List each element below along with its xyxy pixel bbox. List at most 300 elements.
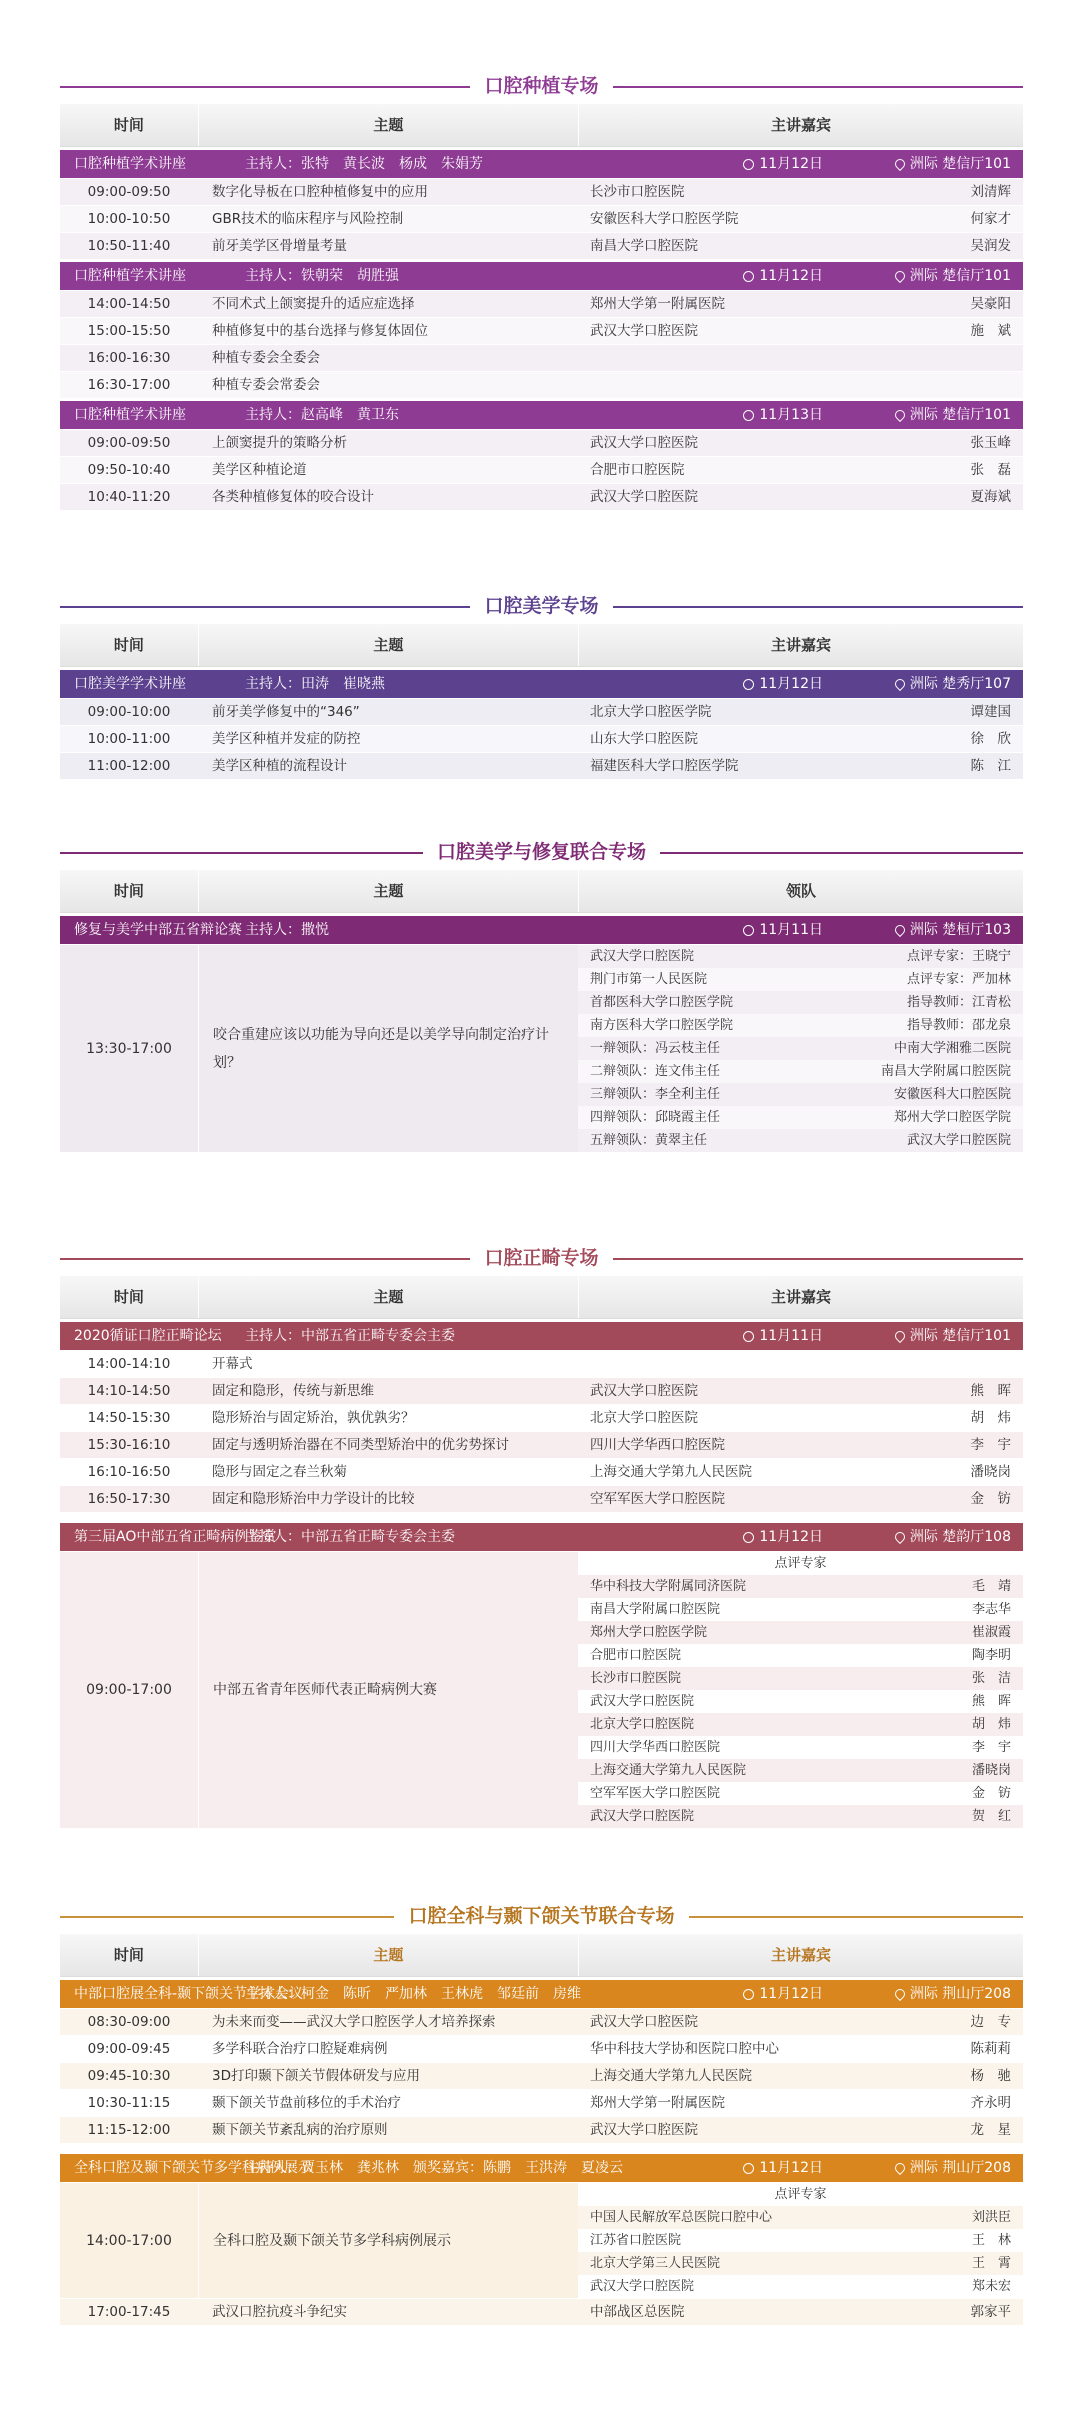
row-speaker-name: 边 专 — [970, 2014, 1011, 2030]
table-row — [60, 726, 1023, 752]
session-host: 主持人：铁朝荣 胡胜强 — [245, 268, 399, 284]
list-item — [578, 945, 1023, 968]
row-speaker — [578, 1351, 1023, 1377]
list-item — [578, 1690, 1023, 1713]
session-body — [60, 670, 1023, 779]
session-body — [60, 150, 1023, 510]
list-item-right: 贺 红 — [971, 1809, 1011, 1824]
row-speaker — [578, 2036, 1023, 2062]
section-title-text: 口腔正畸专场 — [470, 1247, 612, 1269]
section-aesthetics — [60, 588, 1023, 779]
list-item-right: 王 林 — [971, 2233, 1011, 2248]
session-room — [895, 401, 1011, 429]
clock-icon — [743, 1532, 754, 1543]
header-speaker: 主讲嘉宾 — [770, 116, 831, 134]
row-time: 10:30-11:15 — [87, 2095, 171, 2111]
block-time: 09:00-17:00 — [60, 1552, 198, 1828]
list-item-left: 四川大学华西口腔医院 — [590, 1740, 721, 1755]
row-time: 14:00-14:50 — [87, 296, 171, 312]
header-speaker: 主讲嘉宾 — [770, 1946, 831, 1964]
list-item — [578, 1667, 1023, 1690]
row-speaker — [578, 1378, 1023, 1404]
row-time: 14:10-14:50 — [87, 1383, 171, 1399]
section-implant — [60, 68, 1023, 510]
table-row — [60, 2090, 1023, 2116]
session-bar — [60, 1523, 1023, 1551]
list-item-left: 南昌大学附属口腔医院 — [590, 1602, 721, 1617]
row-institution: 武汉大学口腔医院 — [590, 2122, 698, 2138]
spacer — [60, 1512, 1023, 1520]
row-speaker — [578, 345, 1023, 371]
clock-icon — [743, 271, 754, 282]
list-item — [578, 1805, 1023, 1828]
row-speaker — [578, 372, 1023, 398]
clock-icon — [743, 925, 754, 936]
list-item-right: 熊 晖 — [971, 1694, 1011, 1709]
row-topic: 种植专委会常委会 — [212, 377, 320, 393]
row-topic: 美学区种植的流程设计 — [212, 758, 347, 774]
list-item — [578, 1037, 1023, 1060]
list-item — [578, 1759, 1023, 1782]
list-item-right: 张 洁 — [971, 1671, 1011, 1686]
session-room — [895, 916, 1011, 944]
list-item-left: 郑州大学口腔医学院 — [590, 1625, 708, 1640]
row-time: 15:00-15:50 — [87, 323, 171, 339]
row-speaker — [578, 2117, 1023, 2143]
table-row — [60, 179, 1023, 205]
table-row — [60, 345, 1023, 371]
clock-icon — [743, 1989, 754, 2000]
list-item — [578, 1083, 1023, 1106]
session-block — [60, 2183, 1023, 2298]
row-topic: 固定和隐形，传统与新思维 — [212, 1383, 374, 1399]
row-institution: 郑州大学第一附属医院 — [590, 2095, 725, 2111]
table-header — [60, 1276, 1023, 1319]
list-item-right: 崔淑霞 — [971, 1625, 1011, 1640]
list-item-left: 首都医科大学口腔医学院 — [590, 995, 734, 1010]
row-institution: 华中科技大学协和医院口腔中心 — [590, 2041, 779, 2057]
row-speaker — [578, 2090, 1023, 2116]
session-body — [60, 1980, 1023, 2325]
row-institution: 武汉大学口腔医院 — [590, 489, 698, 505]
session-room-text: 洲际 楚信厅101 — [909, 407, 1011, 423]
session-host: 主持人：张特 黄长波 杨成 朱娟芳 — [245, 156, 483, 172]
row-speaker — [578, 726, 1023, 752]
row-speaker — [578, 430, 1023, 456]
clock-icon — [743, 159, 754, 170]
session-body — [60, 1322, 1023, 1828]
row-topic: 种植专委会全委会 — [212, 350, 320, 366]
section-title-text: 口腔全科与颞下颌关节联合专场 — [394, 1905, 688, 1927]
session-room-text: 洲际 楚韵厅108 — [909, 1529, 1011, 1545]
location-pin-icon — [893, 157, 907, 171]
session-title: 口腔种植学术讲座 — [74, 268, 186, 284]
list-item — [578, 1598, 1023, 1621]
list-item — [578, 1014, 1023, 1037]
table-row — [60, 291, 1023, 317]
header-topic: 主题 — [199, 624, 579, 666]
row-speaker — [578, 206, 1023, 232]
list-item-right: 安徽医科大口腔医院 — [893, 1087, 1011, 1102]
row-speaker-name: 潘晓岗 — [970, 1464, 1011, 1480]
section-title — [60, 1240, 1023, 1276]
session-room-text: 洲际 楚信厅101 — [909, 1328, 1011, 1344]
session-date — [743, 1523, 823, 1551]
list-item-left: 江苏省口腔医院 — [590, 2233, 682, 2248]
row-institution: 上海交通大学第九人民医院 — [590, 1464, 752, 1480]
row-topic: 种植修复中的基台选择与修复体固位 — [212, 323, 428, 339]
list-item-left: 上海交通大学第九人民医院 — [590, 1763, 747, 1778]
table-row — [60, 372, 1023, 398]
location-pin-icon — [893, 269, 907, 283]
session-room-text: 洲际 楚桓厅103 — [909, 922, 1011, 938]
section-title — [60, 68, 1023, 104]
row-speaker — [578, 1486, 1023, 1512]
table-row — [60, 2117, 1023, 2143]
row-institution: 北京大学口腔医学院 — [590, 704, 712, 720]
list-item-left: 中国人民解放军总医院口腔中心 — [590, 2210, 773, 2225]
section-orthodontics — [60, 1240, 1023, 1828]
table-row — [60, 2299, 1023, 2325]
list-item-left: 荆门市第一人民医院 — [590, 972, 708, 987]
row-time: 11:00-12:00 — [87, 758, 171, 774]
row-time: 09:45-10:30 — [87, 2068, 171, 2084]
row-topic: 隐形矫治与固定矫治，孰优孰劣？ — [212, 1410, 415, 1426]
session-date-text: 11月11日 — [759, 922, 823, 938]
row-institution: 武汉大学口腔医院 — [590, 2014, 698, 2030]
row-time: 16:10-16:50 — [87, 1464, 171, 1480]
row-topic: 前牙美学修复中的“346” — [212, 704, 360, 720]
session-room — [895, 670, 1011, 698]
table-row — [60, 753, 1023, 779]
row-time: 09:00-09:50 — [87, 184, 171, 200]
row-speaker — [578, 2063, 1023, 2089]
list-item-right: 指导教师：江青松 — [906, 995, 1011, 1010]
session-date-text: 11月12日 — [759, 1986, 823, 2002]
list-item — [578, 2206, 1023, 2229]
session-room — [895, 2154, 1011, 2182]
list-item — [578, 1713, 1023, 1736]
session-date — [743, 1322, 823, 1350]
session-room — [895, 1322, 1011, 1350]
session-date-text: 11月12日 — [759, 268, 823, 284]
row-topic: 美学区种植并发症的防控 — [212, 731, 361, 747]
session-date — [743, 150, 823, 178]
row-speaker — [578, 457, 1023, 483]
table-row — [60, 2009, 1023, 2035]
row-topic: 固定和隐形矫治中力学设计的比较 — [212, 1491, 415, 1507]
session-bar — [60, 1322, 1023, 1350]
row-institution: 中部战区总医院 — [590, 2304, 685, 2320]
location-pin-icon — [893, 2161, 907, 2175]
location-pin-icon — [893, 1530, 907, 1544]
table-row — [60, 699, 1023, 725]
session-date-text: 11月12日 — [759, 2160, 823, 2176]
session-bar — [60, 401, 1023, 429]
row-institution: 空军军医大学口腔医院 — [590, 1491, 725, 1507]
row-topic: 为未来而变——武汉大学口腔医学人才培养探索 — [212, 2014, 496, 2030]
reviewer-label: 点评专家 — [578, 1552, 1023, 1575]
table-row — [60, 1486, 1023, 1512]
row-institution: 北京大学口腔医院 — [590, 1410, 698, 1426]
table-row — [60, 1405, 1023, 1431]
row-time: 16:00-16:30 — [87, 350, 171, 366]
session-block — [60, 1552, 1023, 1828]
session-date — [743, 401, 823, 429]
row-speaker-name: 谭建国 — [970, 704, 1011, 720]
list-item-right: 金 钫 — [971, 1786, 1011, 1801]
row-time: 09:00-10:00 — [87, 704, 171, 720]
session-host: 主持人：赵高峰 黄卫东 — [245, 407, 399, 423]
session-host: 主持人：中部五省正畸专委会主委 — [245, 1328, 455, 1344]
list-item-left: 五辩领队：黄翠主任 — [590, 1133, 708, 1148]
row-speaker-name: 何家才 — [970, 211, 1011, 227]
row-topic: 不同术式上颌窦提升的适应症选择 — [212, 296, 415, 312]
list-item-left: 北京大学第三人民医院 — [590, 2256, 721, 2271]
row-institution: 上海交通大学第九人民医院 — [590, 2068, 752, 2084]
row-institution: 南昌大学口腔医院 — [590, 238, 698, 254]
row-speaker — [578, 318, 1023, 344]
table-row — [60, 1432, 1023, 1458]
row-speaker — [578, 233, 1023, 259]
section-title-text: 口腔种植专场 — [470, 75, 612, 97]
row-topic: 前牙美学区骨增量考量 — [212, 238, 347, 254]
session-date — [743, 262, 823, 290]
table-row — [60, 1459, 1023, 1485]
clock-icon — [743, 410, 754, 421]
session-date-text: 11月12日 — [759, 1529, 823, 1545]
row-institution: 武汉大学口腔医院 — [590, 435, 698, 451]
list-item-left: 武汉大学口腔医院 — [590, 1809, 695, 1824]
row-topic: GBR技术的临床程序与风险控制 — [212, 211, 404, 227]
row-time: 08:30-09:00 — [87, 2014, 171, 2030]
row-topic: 武汉口腔抗疫斗争纪实 — [212, 2304, 347, 2320]
list-item-left: 合肥市口腔医院 — [590, 1648, 682, 1663]
block-time: 13:30-17:00 — [60, 945, 198, 1152]
session-title: 中部口腔展全科-颞下颌关节学术会议 — [74, 1986, 304, 2002]
spacer — [60, 2143, 1023, 2151]
session-bar — [60, 150, 1023, 178]
row-topic: 隐形与固定之春兰秋菊 — [212, 1464, 347, 1480]
list-item-left: 北京大学口腔医院 — [590, 1717, 695, 1732]
list-item-right: 中南大学湘雅二医院 — [893, 1041, 1011, 1056]
row-speaker — [578, 179, 1023, 205]
row-speaker-name: 龙 星 — [970, 2122, 1011, 2138]
block-list — [578, 1552, 1023, 1828]
row-topic: 开幕式 — [212, 1356, 253, 1372]
list-item — [578, 1060, 1023, 1083]
session-host: 主持人：中部五省正畸专委会主委 — [245, 1529, 455, 1545]
row-institution: 山东大学口腔医院 — [590, 731, 698, 747]
block-topic: 咬合重建应该以功能为导向还是以美学导向制定治疗计划？ — [198, 945, 578, 1152]
row-topic: 多学科联合治疗口腔疑难病例 — [212, 2041, 388, 2057]
reviewer-label: 点评专家 — [578, 2183, 1023, 2206]
row-speaker — [578, 2299, 1023, 2325]
session-title: 第三届AO中部五省正畸病例鉴赏 — [74, 1529, 277, 1545]
row-speaker — [578, 484, 1023, 510]
session-date — [743, 670, 823, 698]
header-speaker: 主讲嘉宾 — [770, 636, 831, 654]
list-item-left: 二辩领队：连文伟主任 — [590, 1064, 721, 1079]
row-speaker-name: 刘清辉 — [970, 184, 1011, 200]
row-speaker-name: 齐永明 — [970, 2095, 1011, 2111]
list-item — [578, 2275, 1023, 2298]
row-topic: 各类种植修复体的咬合设计 — [212, 489, 374, 505]
row-speaker-name: 杨 驰 — [970, 2068, 1011, 2084]
row-topic: 颞下颌关节紊乱病的治疗原则 — [212, 2122, 388, 2138]
session-title: 口腔美学学术讲座 — [74, 676, 186, 692]
row-time: 14:00-14:10 — [87, 1356, 171, 1372]
row-topic: 颞下颌关节盘前移位的手术治疗 — [212, 2095, 401, 2111]
table-header — [60, 104, 1023, 147]
row-speaker — [578, 753, 1023, 779]
list-item-right: 王 霄 — [971, 2256, 1011, 2271]
row-topic: 上颌窦提升的策略分析 — [212, 435, 347, 451]
row-speaker — [578, 1432, 1023, 1458]
session-date-text: 11月11日 — [759, 1328, 823, 1344]
session-bar — [60, 1980, 1023, 2008]
session-room — [895, 262, 1011, 290]
row-speaker-name: 李 宇 — [970, 1437, 1011, 1453]
clock-icon — [743, 2163, 754, 2174]
session-bar — [60, 262, 1023, 290]
session-date — [743, 2154, 823, 2182]
block-time: 14:00-17:00 — [60, 2183, 198, 2298]
row-speaker-name: 夏海斌 — [970, 489, 1011, 505]
list-item-left: 三辩领队：李全利主任 — [590, 1087, 721, 1102]
session-room-text: 洲际 荆山厅208 — [909, 2160, 1011, 2176]
list-item — [578, 2229, 1023, 2252]
row-time: 09:50-10:40 — [87, 462, 171, 478]
section-title — [60, 588, 1023, 624]
row-institution: 安徽医科大学口腔医学院 — [590, 211, 739, 227]
row-speaker — [578, 2009, 1023, 2035]
row-time: 11:15-12:00 — [87, 2122, 171, 2138]
list-item-right: 点评专家：王晓宁 — [906, 949, 1011, 964]
block-list — [578, 2183, 1023, 2298]
list-item-right: 武汉大学口腔医院 — [906, 1133, 1011, 1148]
row-speaker — [578, 699, 1023, 725]
list-item-left: 武汉大学口腔医院 — [590, 1694, 695, 1709]
list-item-right: 李志华 — [971, 1602, 1011, 1617]
session-room-text: 洲际 楚秀厅107 — [909, 676, 1011, 692]
row-speaker-name: 陈莉莉 — [970, 2041, 1011, 2057]
list-item-right: 毛 靖 — [971, 1579, 1011, 1594]
row-speaker-name: 陈 江 — [970, 758, 1011, 774]
row-institution: 郑州大学第一附属医院 — [590, 296, 725, 312]
row-time: 17:00-17:45 — [87, 2304, 171, 2320]
header-time: 时间 — [60, 624, 199, 666]
session-host: 主持人：田涛 崔晓燕 — [245, 676, 385, 692]
list-item-left: 南方医科大学口腔医学院 — [590, 1018, 734, 1033]
list-item-left: 武汉大学口腔医院 — [590, 2279, 695, 2294]
row-institution: 武汉大学口腔医院 — [590, 323, 698, 339]
row-institution: 四川大学华西口腔医院 — [590, 1437, 725, 1453]
row-institution: 合肥市口腔医院 — [590, 462, 685, 478]
session-body — [60, 916, 1023, 1152]
location-pin-icon — [893, 677, 907, 691]
row-time: 10:00-10:50 — [87, 211, 171, 227]
session-room-text: 洲际 荆山厅208 — [909, 1986, 1011, 2002]
session-title: 口腔种植学术讲座 — [74, 407, 186, 423]
list-item-right: 潘晓岗 — [971, 1763, 1011, 1778]
header-topic: 主题 — [199, 1276, 579, 1318]
table-header — [60, 870, 1023, 913]
row-speaker-name: 施 斌 — [970, 323, 1011, 339]
section-title-text: 口腔美学与修复联合专场 — [423, 841, 660, 863]
header-time: 时间 — [60, 104, 199, 146]
table-row — [60, 2036, 1023, 2062]
session-room — [895, 150, 1011, 178]
table-row — [60, 318, 1023, 344]
header-speaker: 领队 — [785, 882, 816, 900]
session-title: 2020循证口腔正畸论坛 — [74, 1328, 222, 1344]
section-title — [60, 834, 1023, 870]
row-time: 09:00-09:50 — [87, 435, 171, 451]
header-topic: 主题 — [199, 104, 579, 146]
list-item-left: 武汉大学口腔医院 — [590, 949, 695, 964]
row-speaker-name: 张 磊 — [970, 462, 1011, 478]
table-row — [60, 206, 1023, 232]
list-item-right: 李 宇 — [971, 1740, 1011, 1755]
row-speaker-name: 吴润发 — [970, 238, 1011, 254]
header-topic: 主题 — [199, 1934, 579, 1976]
table-row — [60, 484, 1023, 510]
block-topic: 中部五省青年医师代表正畸病例大赛 — [198, 1552, 578, 1828]
list-item-right: 陶李明 — [971, 1648, 1011, 1663]
row-topic: 3D打印颞下颌关节假体研发与应用 — [212, 2068, 420, 2084]
row-institution: 福建医科大学口腔医学院 — [590, 758, 739, 774]
list-item — [578, 1621, 1023, 1644]
session-date-text: 11月12日 — [759, 676, 823, 692]
row-institution: 长沙市口腔医院 — [590, 184, 685, 200]
row-speaker-name: 胡 炜 — [970, 1410, 1011, 1426]
location-pin-icon — [893, 1329, 907, 1343]
session-block — [60, 945, 1023, 1152]
header-time: 时间 — [60, 870, 199, 912]
session-host: 主持人：贾玉林 龚兆林 颁奖嘉宾：陈鹏 王洪涛 夏凌云 — [245, 2160, 623, 2176]
session-host: 主持人：撒悦 — [245, 922, 329, 938]
row-speaker-name: 张玉峰 — [970, 435, 1011, 451]
section-title-text: 口腔美学专场 — [470, 595, 612, 617]
table-header — [60, 624, 1023, 667]
row-time: 14:50-15:30 — [87, 1410, 171, 1426]
row-topic: 数字化导板在口腔种植修复中的应用 — [212, 184, 428, 200]
row-speaker — [578, 1405, 1023, 1431]
table-row — [60, 1378, 1023, 1404]
session-room — [895, 1523, 1011, 1551]
session-bar — [60, 2154, 1023, 2182]
list-item-left: 一辩领队：冯云枝主任 — [590, 1041, 721, 1056]
session-room-text: 洲际 楚信厅101 — [909, 268, 1011, 284]
session-room — [895, 1980, 1011, 2008]
table-row — [60, 457, 1023, 483]
row-time: 09:00-09:45 — [87, 2041, 171, 2057]
row-topic: 美学区种植论道 — [212, 462, 307, 478]
block-topic: 全科口腔及颞下颌关节多学科病例展示 — [198, 2183, 578, 2298]
header-time: 时间 — [60, 1276, 199, 1318]
section-aesthetics-prosthodontics — [60, 834, 1023, 1152]
row-speaker-name: 吴豪阳 — [970, 296, 1011, 312]
list-item-right: 郑州大学口腔医学院 — [893, 1110, 1011, 1125]
list-item-left: 华中科技大学附属同济医院 — [590, 1579, 747, 1594]
row-institution: 武汉大学口腔医院 — [590, 1383, 698, 1399]
row-speaker-name: 徐 欣 — [970, 731, 1011, 747]
list-item-right: 指导教师：邵龙泉 — [906, 1018, 1011, 1033]
list-item — [578, 1644, 1023, 1667]
row-time: 10:40-11:20 — [87, 489, 171, 505]
list-item-right: 郑未宏 — [971, 2279, 1011, 2294]
